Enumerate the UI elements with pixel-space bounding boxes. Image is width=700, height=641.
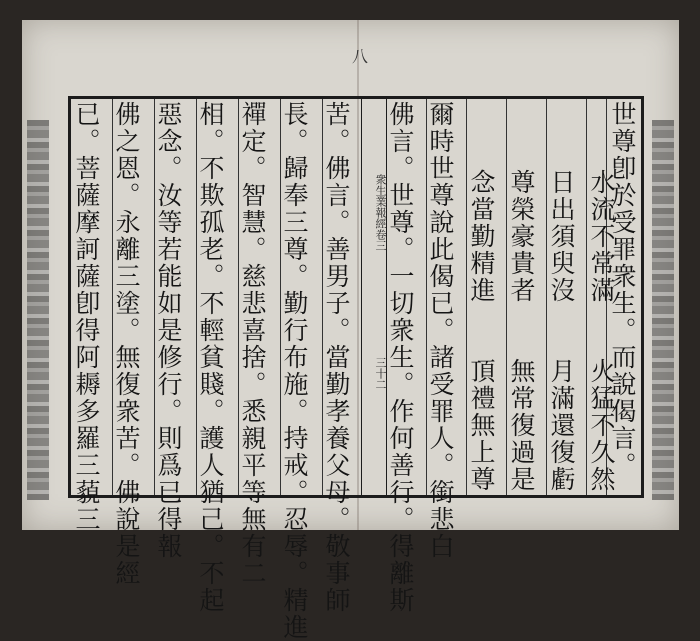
right-page-column-3: 日出須臾沒 月滿還復虧 <box>547 169 576 493</box>
right-page-column-1: 世尊卽於受罪衆生。而說偈言。 <box>608 101 637 479</box>
left-page-column-1: 苦。佛言。善男子。當勤孝養父母。敬事師 <box>322 101 351 614</box>
text-frame <box>68 96 644 641</box>
left-page-column-6: 佛之恩。永離三塗。無復衆苦。佛說是經 <box>112 101 141 587</box>
right-page-column-4: 尊榮豪貴者 無常復過是 <box>507 169 536 493</box>
right-page-column-2: 水流不常滿 火猛不久然 <box>587 169 616 493</box>
left-page-column-3: 禪定。智慧。慈悲喜捨。悉親平等無有二 <box>238 101 267 587</box>
right-page-column-5: 念當勤精進 頂禮無上尊 <box>467 169 496 493</box>
right-page-edge <box>652 120 674 500</box>
right-page-column-6: 爾時世尊說此偈已。諸受罪人。銜悲白 <box>426 101 455 560</box>
page-number: 三十二 <box>374 357 387 390</box>
left-page-edge <box>27 120 49 500</box>
left-page-column-7: 已。菩薩摩訶薩卽得阿耨多羅三藐三 <box>72 101 101 533</box>
center-strip <box>361 99 387 495</box>
book-page <box>22 20 679 641</box>
top-mark: 八 <box>352 47 369 66</box>
left-page-column-5: 惡念。汝等若能如是修行。則爲已得報 <box>154 101 183 560</box>
right-page-column-7: 佛言。世尊。一切衆生。作何善行。得離斯 <box>386 101 415 614</box>
left-page-column-4: 相。不欺孤老。不輕貧賤。護人猶己。不起 <box>196 101 225 614</box>
left-page-column-2: 長。歸奉三尊。勤行布施。持戒。忍辱。精進 <box>280 101 309 641</box>
center-label: 衆生業報經卷三 <box>374 174 387 251</box>
